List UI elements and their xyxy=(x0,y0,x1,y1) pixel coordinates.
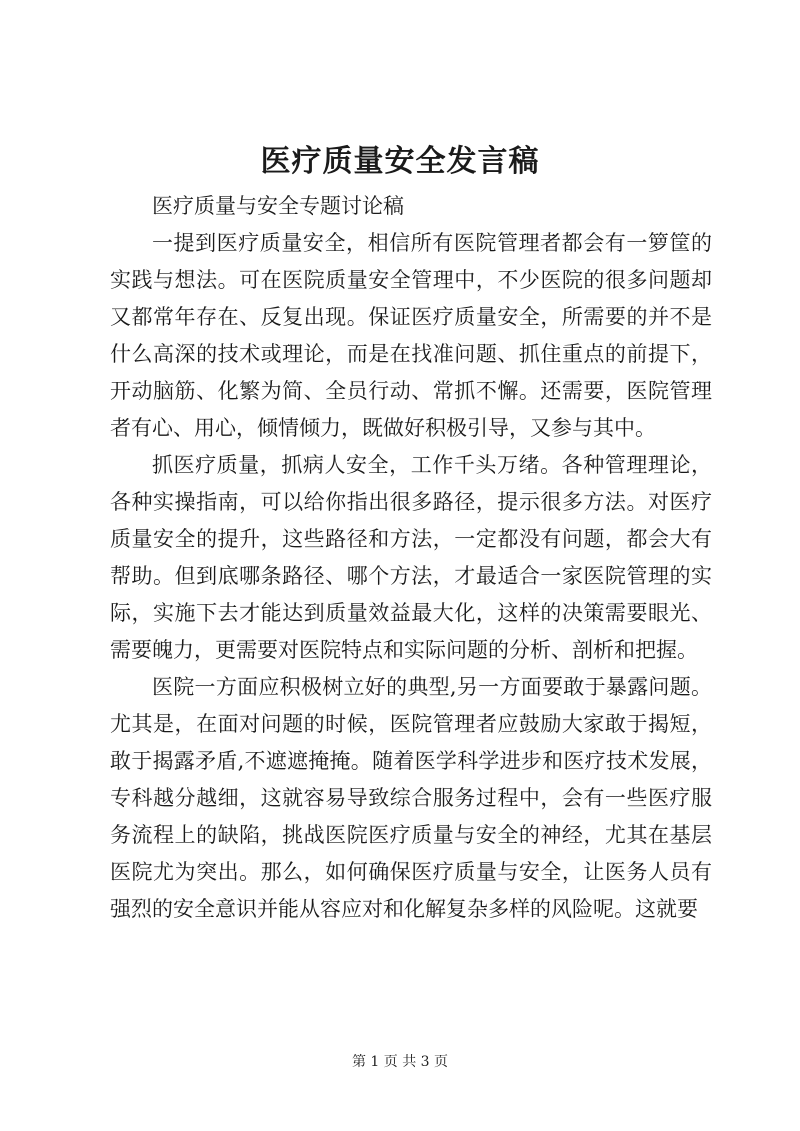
body-paragraph-3: 医院一方面应积极树立好的典型,另一方面要敢于暴露问题。尤其是，在面对问题的时候，医院管理者应鼓励大家敢于揭短，敢于揭露矛盾,不遮遮掩掩。随着医学科学进步和医疗技术发展，专科越分越细，这就容易导致综合服务过程中，会有一些医疗服务流程上的缺陷，挑战医院医疗质量与安全的神经，尤其在基层医院尤为突出。那么，如何确保医疗质量与安全，让医务人员有强烈的安全意识并能从容应对和化解复杂多样的风险呢。这就要 xyxy=(110,675,712,921)
page-number-footer: 第 1 页 共 3 页 xyxy=(351,1054,449,1070)
document-body xyxy=(110,188,712,928)
body-paragraph-1: 一提到医疗质量安全，相信所有医院管理者都会有一箩筐的实践与想法。可在医院质量安全管理中，不少医院的很多问题却又都常年存在、反复出现。保证医疗质量安全，所需要的并不是什么高深的技术或理论，而是在找准问题、抓住重点的前提下，开动脑筋、化繁为简、全员行动、常抓不懈。还需要，医院管理者有心、用心，倾情倾力，既做好积极引导，又参与其中。 xyxy=(110,231,712,440)
page-title: 医疗质量安全发言稿 xyxy=(260,144,540,179)
body-paragraph-2: 抓医疗质量，抓病人安全，工作千头万绪。各种管理理论，各种实操指南，可以给你指出很多路径，提示很多方法。对医疗质量安全的提升，这些路径和方法，一定都没有问题，都会大有帮助。但到底哪条路径、哪个方法，才最适合一家医院管理的实际，实施下去才能达到质量效益最大化，这样的决策需要眼光、需要魄力，更需要对医院特点和实际问题的分析、剖析和把握。 xyxy=(110,453,712,662)
subtitle-paragraph: 医疗质量与安全专题讨论稿 xyxy=(152,194,404,218)
